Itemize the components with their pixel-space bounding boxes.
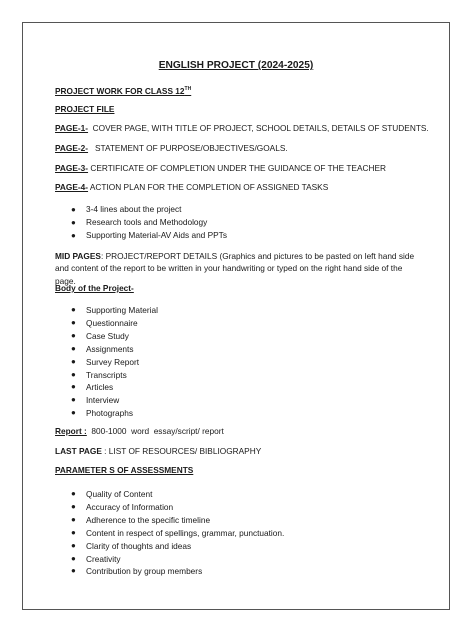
- list-item: ● Case Study: [71, 330, 129, 341]
- bullet-icon: ●: [71, 218, 76, 227]
- list-item: ● Research tools and Methodology: [71, 217, 208, 227]
- list-item: ● Contribution by group members: [71, 566, 203, 577]
- bullet-icon: ●: [71, 382, 76, 392]
- list-item: ● Accuracy of Information: [71, 501, 174, 512]
- list-item: ● Content in respect of spellings, grammar, punctuation.: [71, 527, 285, 538]
- bullet-icon: ●: [71, 231, 76, 240]
- list-item: ● Articles: [71, 382, 114, 393]
- list-item: ● Clarity of thoughts and ideas: [71, 540, 192, 551]
- bullet-icon: ●: [71, 205, 76, 214]
- list-item: ● Creativity: [71, 553, 121, 564]
- page-2-line: PAGE-2- STATEMENT OF PURPOSE/OBJECTIVES/GOALS.: [55, 143, 288, 153]
- last-page-line: LAST PAGE : LIST OF RESOURCES/ BIBLIOGRAPHY: [55, 446, 262, 456]
- bullet-icon: ●: [71, 501, 76, 511]
- list-item: ● Photographs: [71, 408, 134, 419]
- bullet-icon: ●: [71, 540, 76, 550]
- bullet-icon: ●: [71, 330, 76, 340]
- document-page: [22, 22, 450, 610]
- project-work-heading: PROJECT WORK FOR CLASS 12TH: [55, 86, 192, 96]
- mid-pages-paragraph: MID PAGES: PROJECT/REPORT DETAILS (Graphics and pictures to be pasted on left hand side and content of the report to be written in your handwriting or typed on the right hand side of the page.: [55, 251, 415, 286]
- body-items-list: [71, 304, 158, 420]
- action-plan-list: [71, 203, 227, 242]
- list-item: ● Supporting Material-AV Aids and PPTs: [71, 230, 227, 240]
- bullet-icon: ●: [71, 395, 76, 405]
- bullet-icon: ●: [71, 356, 76, 366]
- bullet-icon: ●: [71, 408, 76, 418]
- list-item: ● Assignments: [71, 343, 134, 354]
- bullet-icon: ●: [71, 343, 76, 353]
- list-item: ● Survey Report: [71, 356, 140, 367]
- bullet-icon: ●: [71, 527, 76, 537]
- list-item: ● 3-4 lines about the project: [71, 204, 182, 214]
- bullet-icon: ●: [71, 514, 76, 524]
- list-item: ● Quality of Content: [71, 489, 153, 499]
- bullet-icon: ●: [71, 317, 76, 327]
- list-item: ● Interview: [71, 395, 120, 406]
- bullet-icon: ●: [71, 566, 76, 576]
- bullet-icon: ●: [71, 305, 76, 314]
- bullet-icon: ●: [71, 489, 76, 498]
- page-3-line: PAGE-3- CERTIFICATE OF COMPLETION UNDER THE GUIDANCE OF THE TEACHER: [55, 163, 386, 173]
- report-line: Report : 800-1000 word essay/script/ report: [55, 426, 224, 436]
- bullet-icon: ●: [71, 369, 76, 379]
- list-item: ● Supporting Material: [71, 305, 158, 315]
- list-item: ● Transcripts: [71, 369, 127, 380]
- list-item: ● Adherence to the specific timeline: [71, 514, 211, 525]
- body-heading: Body of the Project-: [55, 283, 134, 293]
- assessment-list: [71, 488, 284, 578]
- page-4-line: PAGE-4- ACTION PLAN FOR THE COMPLETION OF ASSIGNED TASKS: [55, 182, 329, 192]
- list-item: ● Questionnaire: [71, 317, 138, 328]
- assessment-heading: PARAMETER S OF ASSESSMENTS: [55, 465, 194, 475]
- document-title: ENGLISH PROJECT (2024-2025): [158, 60, 314, 71]
- project-file-heading: PROJECT FILE: [55, 104, 115, 114]
- page-1-line: PAGE-1- COVER PAGE, WITH TITLE OF PROJECT, SCHOOL DETAILS, DETAILS OF STUDENTS.: [55, 123, 429, 133]
- bullet-icon: ●: [71, 553, 76, 563]
